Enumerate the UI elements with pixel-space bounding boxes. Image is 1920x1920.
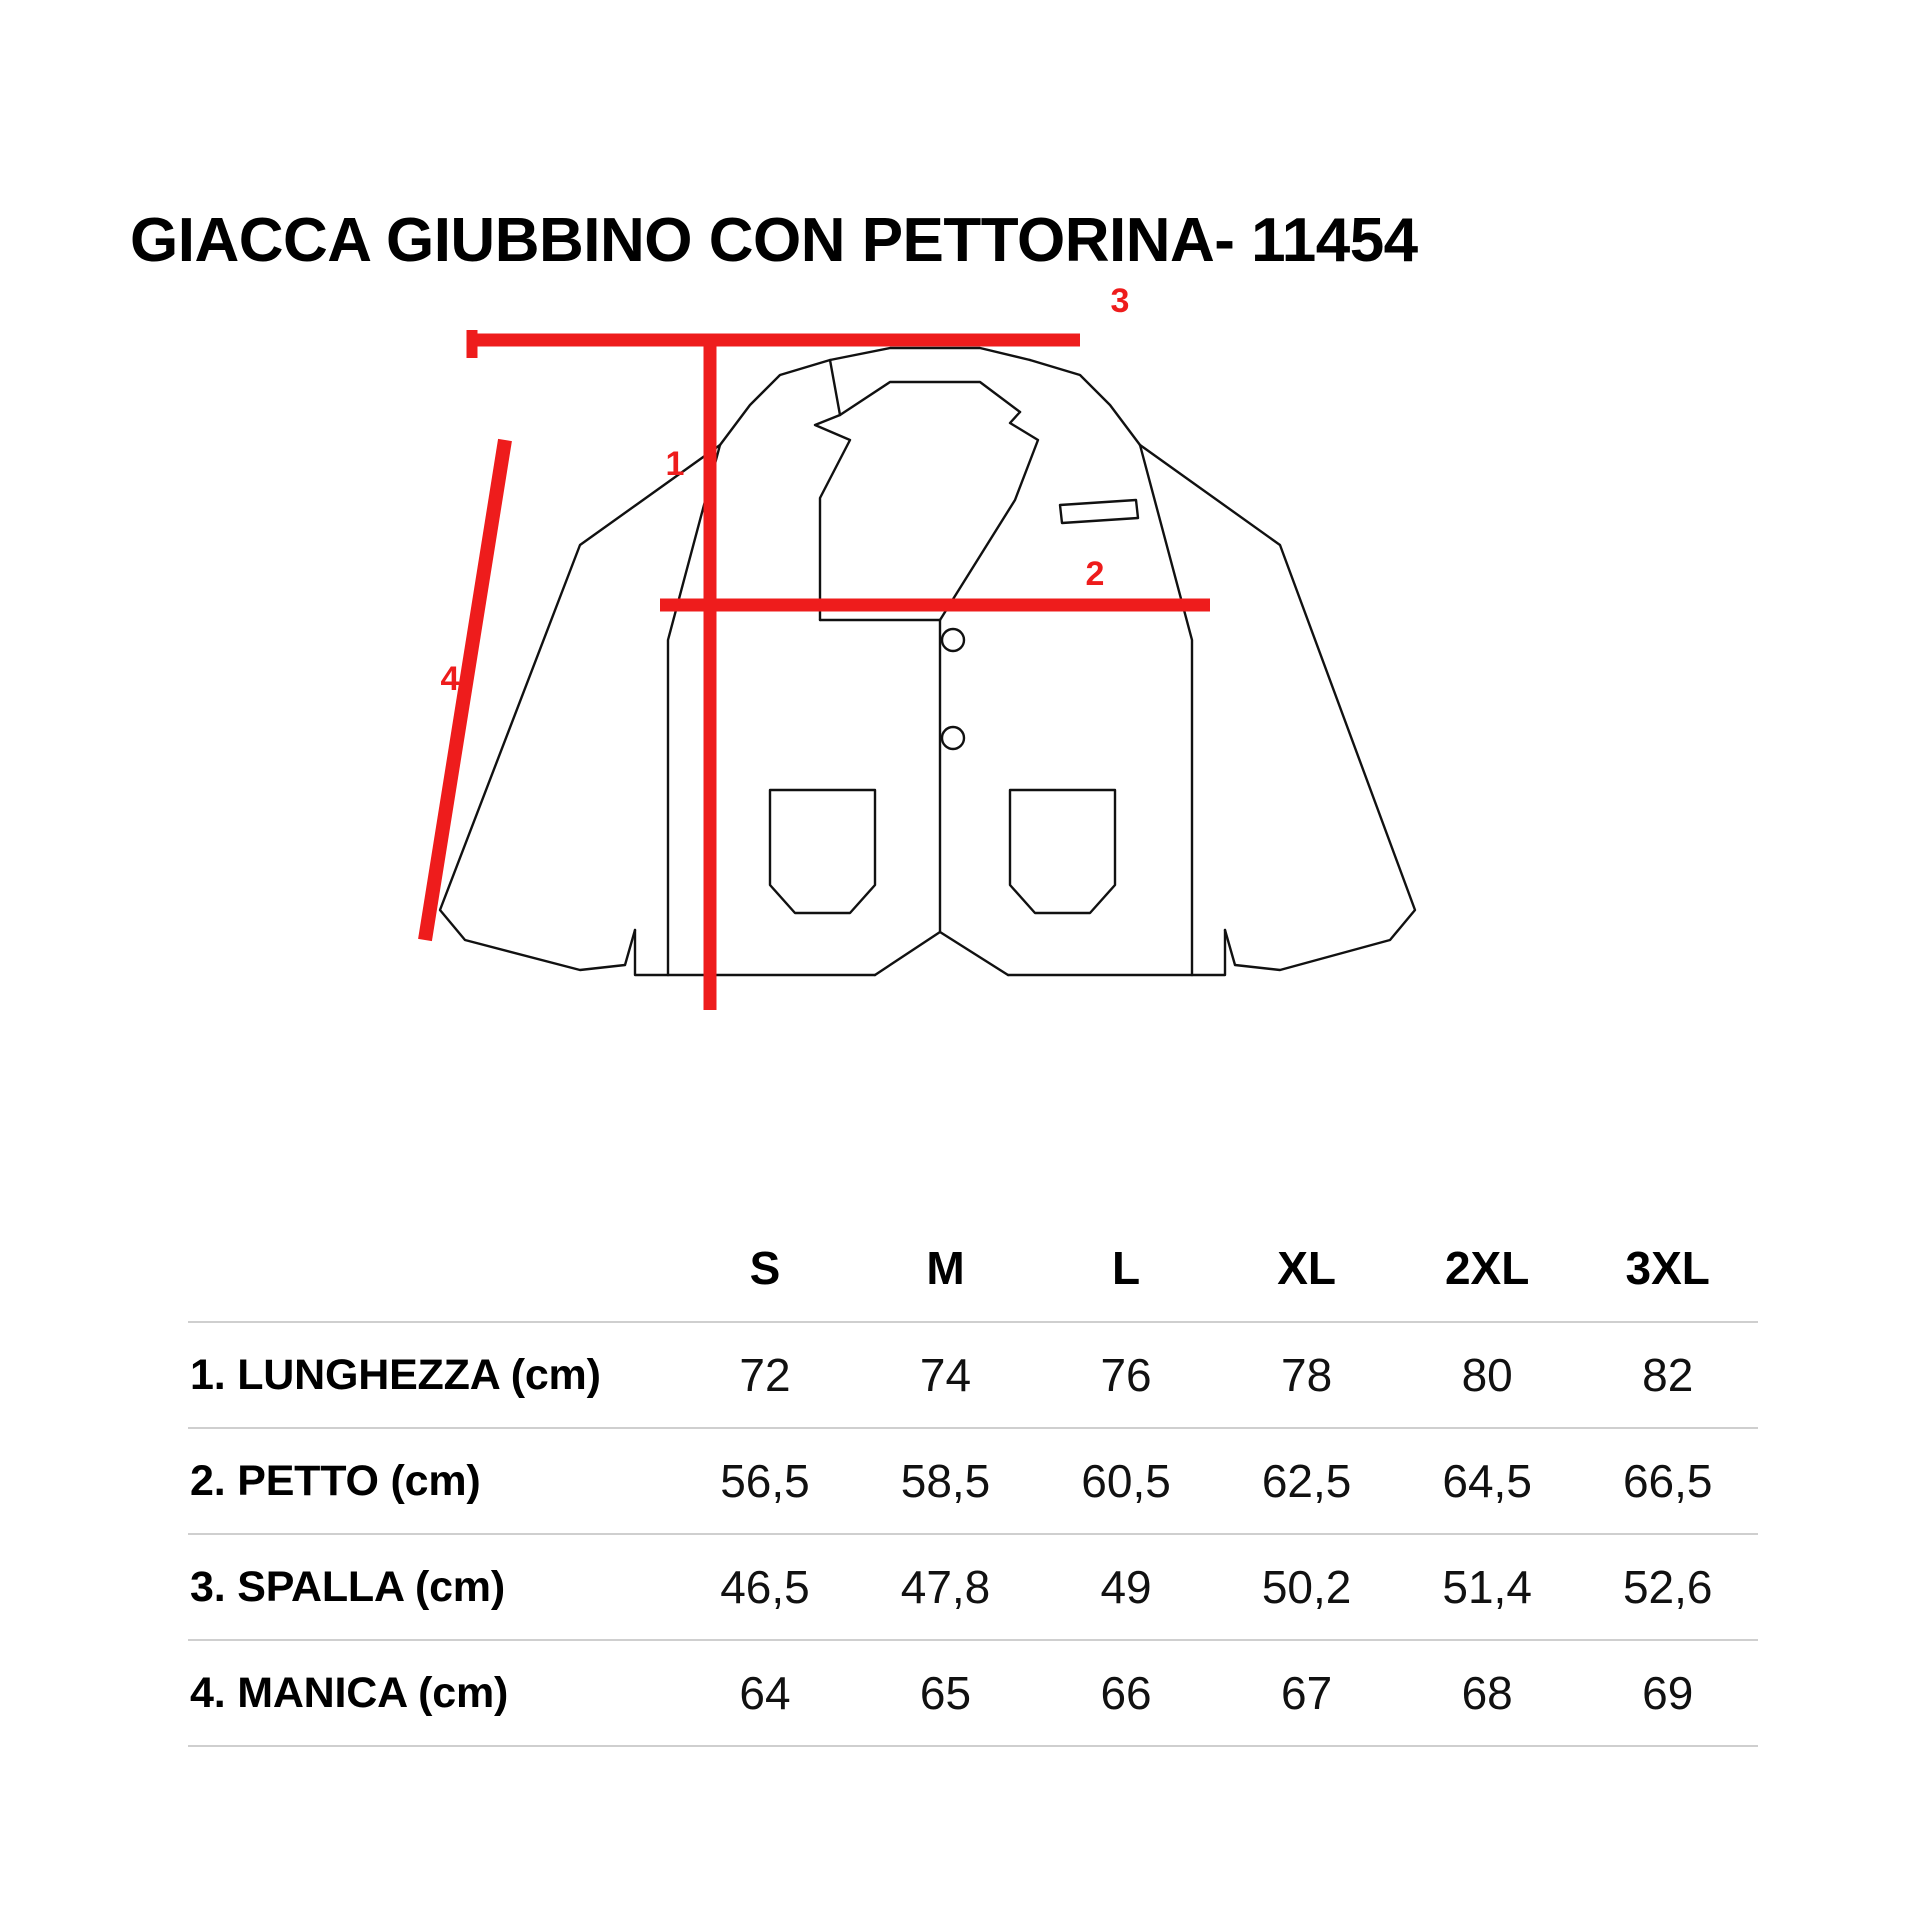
cell-lunghezza-3xl: 82 [1642,1349,1694,1401]
table-row [188,1640,1758,1746]
cell-manica-m: 65 [919,1667,972,1719]
size-table [188,1225,1758,1747]
size-header-xl: XL [1277,1242,1336,1294]
measurement-lines [425,330,1210,1010]
cell-spalla-m: 47,8 [900,1561,991,1613]
size-table-container [188,1225,1758,1747]
table-row [188,1534,1758,1640]
cell-manica-xl: 67 [1281,1667,1333,1719]
table-row [188,1428,1758,1534]
cell-spalla-xl: 50,2 [1261,1561,1352,1613]
cell-petto-2xl: 64,5 [1442,1455,1532,1507]
row-label-petto: 2. PETTO (cm) [190,1456,481,1505]
cell-petto-s: 56,5 [720,1455,810,1507]
cell-spalla-2xl: 51,4 [1442,1561,1532,1613]
table-header-row [188,1225,1758,1322]
page-title: GIACCA GIUBBINO CON PETTORINA- 11454 [130,206,1418,275]
size-header-m: M [926,1242,965,1294]
marker-label-3: 3 [1110,282,1130,320]
size-header-2xl: 2XL [1444,1242,1530,1294]
row-label-manica: 4. MANICA (cm) [190,1668,509,1717]
cell-petto-l: 60,5 [1081,1455,1171,1507]
cell-lunghezza-2xl: 80 [1461,1349,1513,1401]
table-row [188,1322,1758,1428]
cell-petto-3xl: 66,5 [1622,1455,1713,1507]
marker-label-4: 4 [440,660,460,698]
row-label-lunghezza: 1. LUNGHEZZA (cm) [190,1350,601,1399]
cell-petto-m: 58,5 [900,1455,991,1507]
cell-petto-xl: 62,5 [1261,1455,1352,1507]
jacket-diagram [420,282,1540,1160]
row-label-spalla: 3. SPALLA (cm) [190,1562,505,1611]
measurement-column-header [188,1225,675,1322]
cell-lunghezza-xl: 78 [1281,1349,1333,1401]
cell-lunghezza-s: 72 [739,1349,791,1401]
size-header-s: S [749,1242,781,1294]
cell-spalla-s: 46,5 [720,1561,810,1613]
cell-spalla-l: 49 [1100,1561,1152,1613]
cell-lunghezza-l: 76 [1100,1349,1152,1401]
cell-manica-s: 64 [739,1667,791,1719]
size-header-3xl: 3XL [1625,1242,1710,1294]
marker-label-2: 2 [1085,555,1105,593]
cell-manica-2xl: 68 [1461,1667,1513,1719]
size-header-l: L [1112,1242,1141,1294]
cell-lunghezza-m: 74 [919,1349,972,1401]
marker-label-1: 1 [665,445,685,483]
cell-spalla-3xl: 52,6 [1622,1561,1713,1613]
cell-manica-3xl: 69 [1642,1667,1694,1719]
cell-manica-l: 66 [1100,1667,1152,1719]
